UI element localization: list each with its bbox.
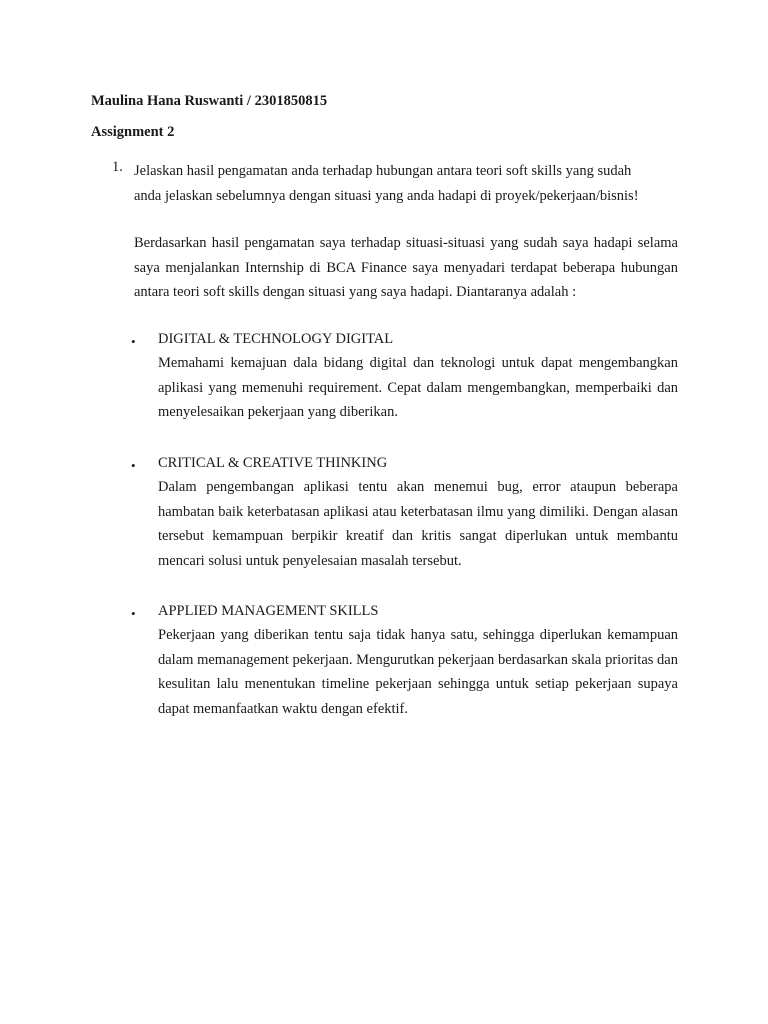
section-title-critical-thinking: CRITICAL & CREATIVE THINKING [158, 455, 388, 471]
bullet-icon: • [131, 458, 136, 473]
answer-intro-paragraph: Berdasarkan hasil pengamatan saya terhadap situasi-situasi yang sudah saya hadapi selama saya menjalankan Internship di BCA Finance saya menyadari terdapat beberapa hubungan antara teori soft skills dengan situasi yang saya hadapi. Diantaranya adalah : [134, 235, 678, 300]
bullet-icon: • [131, 334, 136, 349]
section-body-digital: Memahami kemajuan dala bidang digital dan teknologi untuk dapat mengembangkan aplikasi yang memenuhi requirement. Cepat dalam mengembangkan, memperbaiki dan menyelesaikan pekerjaan yang diberikan. [158, 355, 678, 420]
author-line: Maulina Hana Ruswanti / 2301850815 [91, 93, 328, 109]
assignment-title: Assignment 2 [91, 124, 175, 140]
section-title-management: APPLIED MANAGEMENT SKILLS [158, 603, 379, 619]
bullet-icon: • [131, 606, 136, 621]
question-text: Jelaskan hasil pengamatan anda terhadap hubungan antara teori soft skills yang sudah anda jelaskan sebelumnya dengan situasi yang anda hadapi di proyek/pekerjaan/bisnis! [134, 163, 639, 204]
section-body-management: Pekerjaan yang diberikan tentu saja tidak hanya satu, sehingga diperlukan kemampuan dalam memanagement pekerjaan. Mengurutkan pekerjaan berdasarkan skala prioritas dan kesulitan lalu menentukan timeline pekerjaan sehingga untuk setiap pekerjaan supaya dapat memanfaatkan waktu dengan efektif. [158, 627, 678, 717]
question-number: 1. [112, 159, 123, 175]
section-body-critical-thinking: Dalam pengembangan aplikasi tentu akan menemui bug, error ataupun beberapa hambatan baik keterbatasan aplikasi atau keterbatasan ilmu yang dimiliki. Dengan alasan tersebut kemampuan berpikir kreatif dan kritis sangat diperlukan untuk membantu mencari solusi untuk penyelesaian masalah tersebut. [158, 479, 678, 569]
section-title-digital: DIGITAL & TECHNOLOGY DIGITAL [158, 331, 394, 347]
